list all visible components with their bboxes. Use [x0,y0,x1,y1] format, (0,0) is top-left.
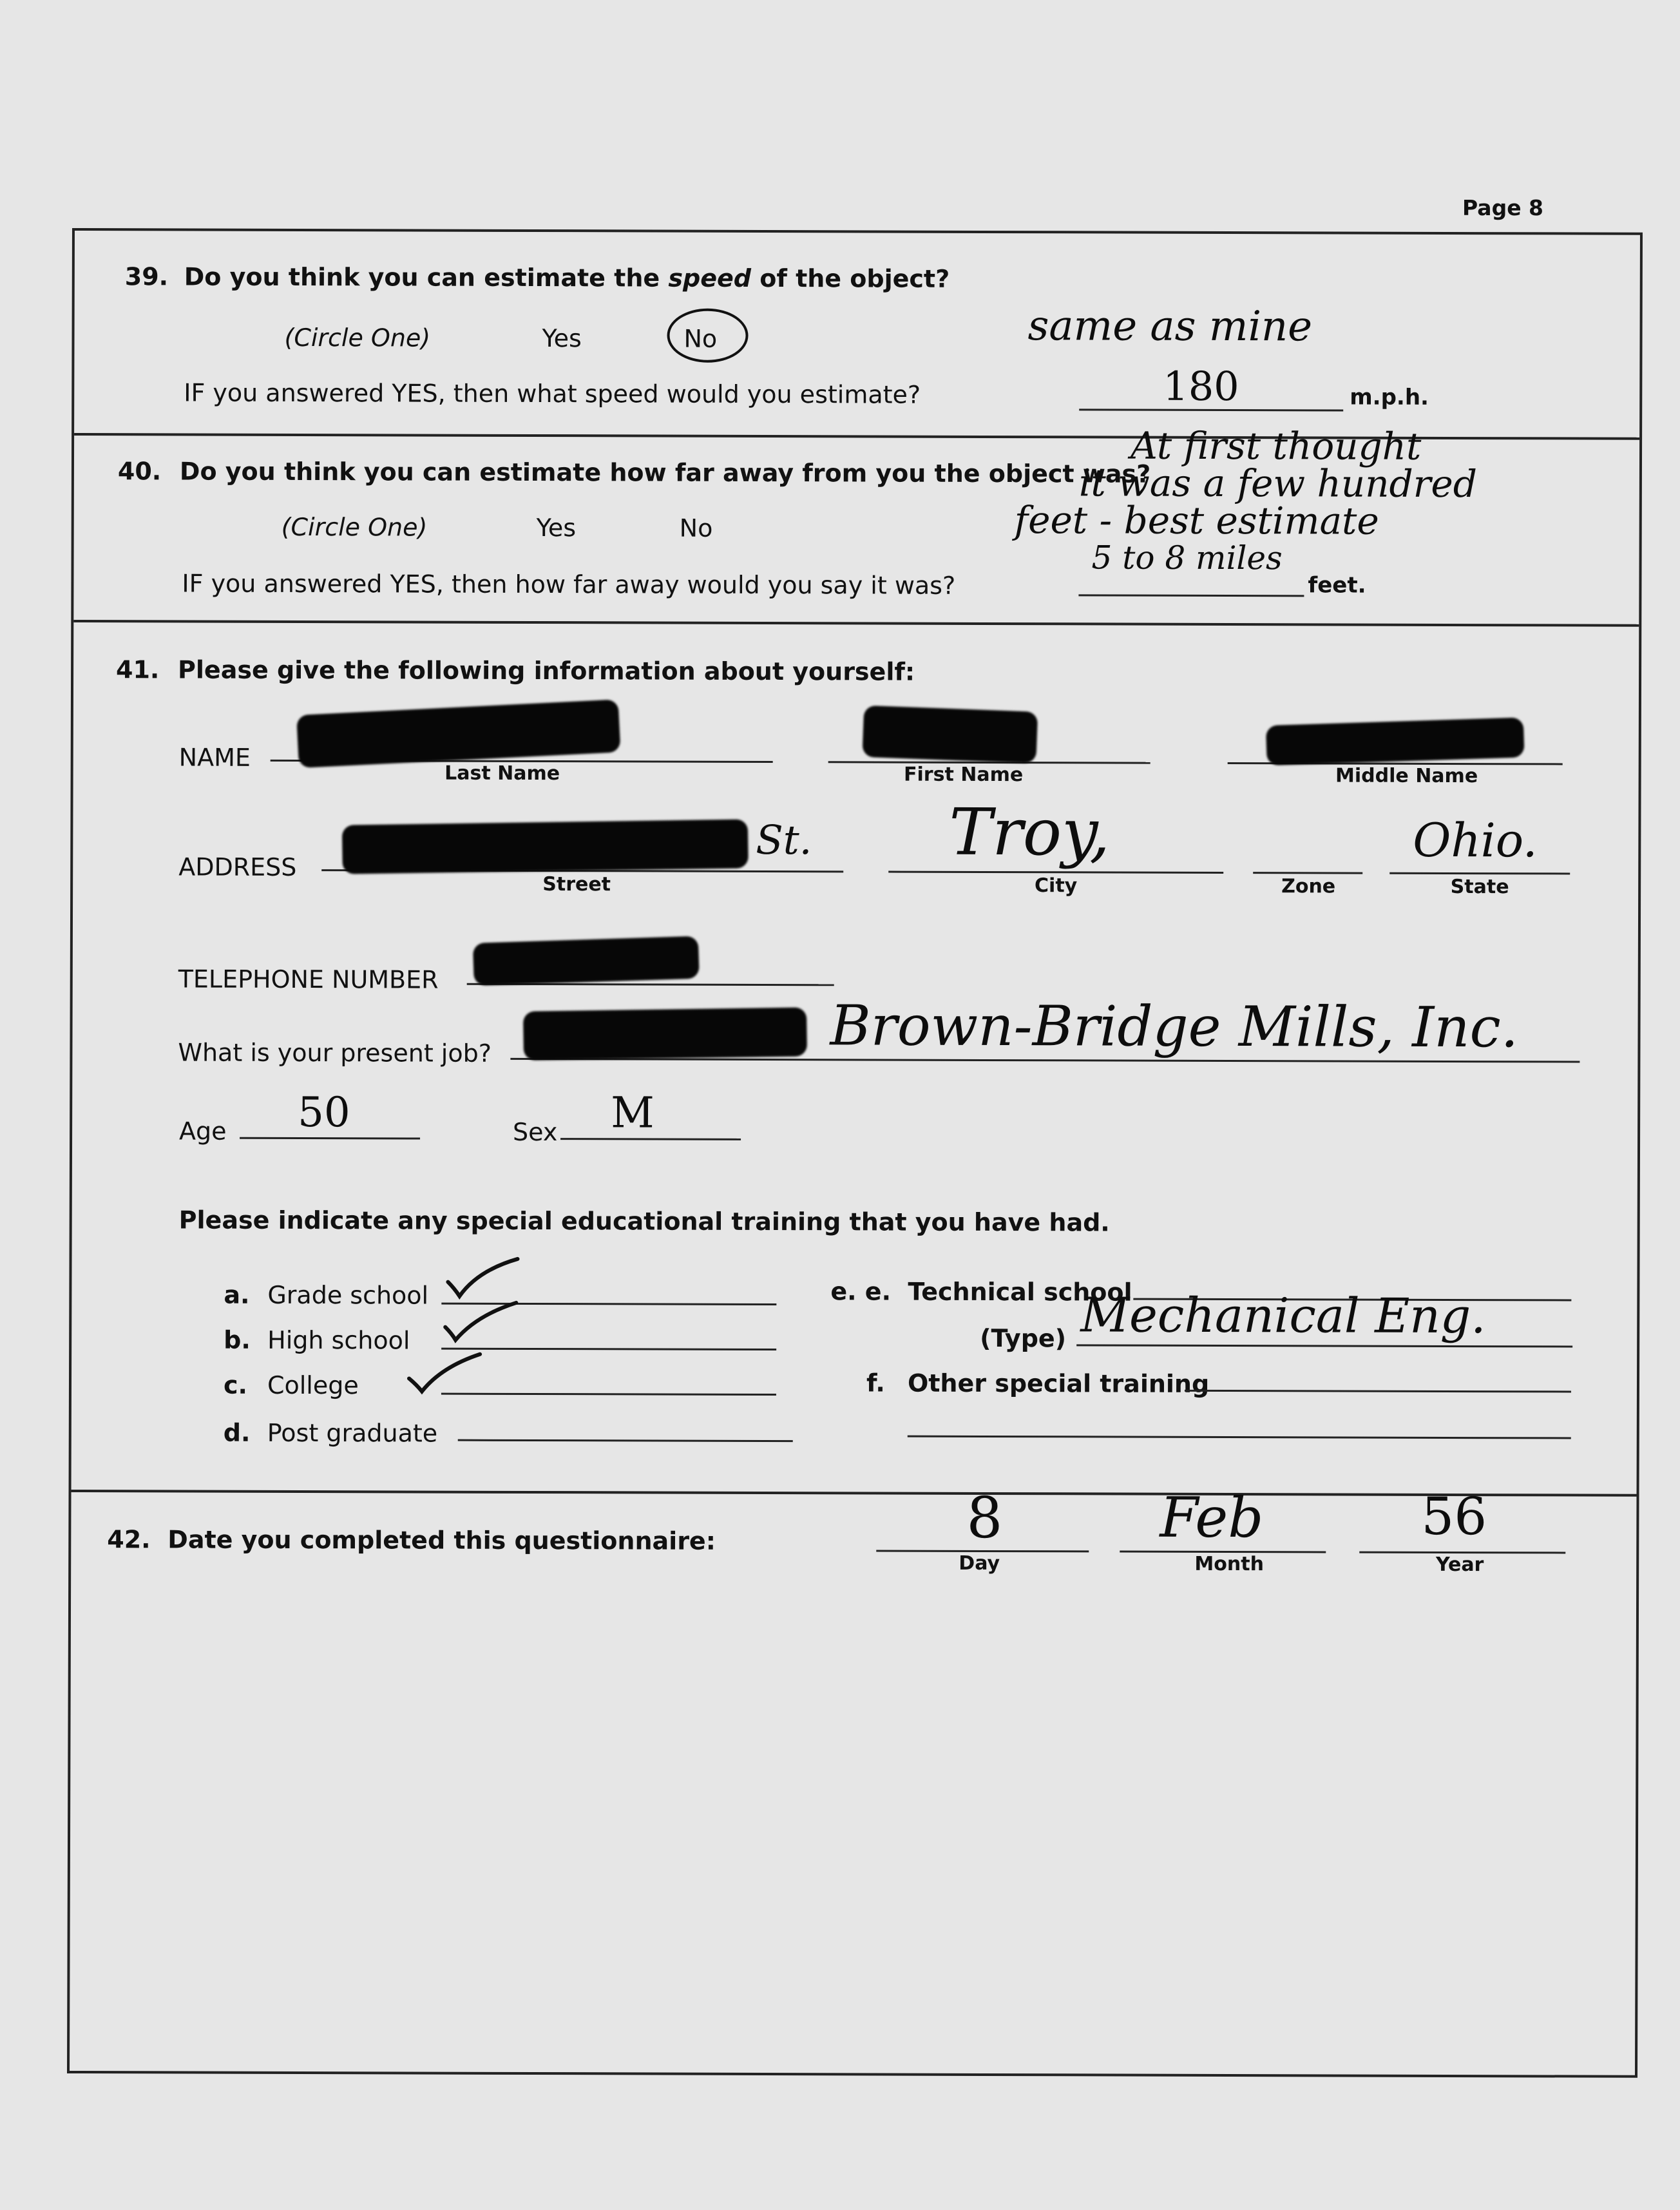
address-label: ADDRESS [178,852,297,881]
q40-circle-prompt: (Circle One) [281,512,428,542]
day-value: 8 [966,1484,1003,1552]
q40-question: Do you think you can estimate how far away from you the object was? [179,457,1151,488]
first-name-caption: First Name [903,763,1024,787]
month-value: Feb [1160,1485,1264,1551]
year-caption: Year [1435,1553,1484,1577]
type-value: Mechanical Eng. [1080,1287,1486,1345]
q39-no-option[interactable]: No [683,324,718,353]
last-name-redaction [296,699,620,768]
q39-question [184,264,950,291]
q39-followup: IF you answered YES, then what speed would you estimate? [184,378,921,409]
page-number: Page 8 [1462,195,1544,220]
state-value: Ohio. [1413,812,1538,868]
q40-distance-line [1078,594,1304,597]
technical-label: Technical school [908,1277,1132,1307]
sex-value: M [611,1088,654,1138]
other-line [1185,1390,1571,1393]
q41-number: 41. [116,655,160,684]
education-d-label: Post graduate [267,1418,438,1448]
divider-40-41 [73,620,1639,627]
form-frame [67,228,1643,2078]
technical-letter: e. e. [830,1277,892,1306]
q40-handwritten-line-4: 5 to 8 miles [1091,539,1283,577]
q39-unit: m.p.h. [1350,384,1429,410]
q39-number: 39. [124,262,169,291]
q40-unit: feet. [1308,572,1366,599]
state-line [1389,872,1570,875]
other-letter: f. [866,1369,885,1398]
q39-circle-prompt: (Circle One) [284,323,431,352]
type-line [1076,1344,1572,1347]
q39-question-pre: Do you think you can estimate the [184,262,669,293]
sex-label: Sex [513,1117,558,1147]
day-caption: Day [959,1552,1000,1575]
other-line-2 [908,1436,1571,1439]
last-name-caption: Last Name [444,762,560,785]
education-c-letter: c. [223,1370,248,1399]
q40-handwritten-line-2: it was a few hundred [1078,461,1477,506]
education-b-checkmark [443,1299,520,1344]
education-a-checkmark [445,1256,522,1302]
middle-name-redaction [1266,717,1525,765]
q40-no-option[interactable]: No [679,514,713,543]
q41-intro: Please give the following information about yourself: [178,655,915,686]
month-caption: Month [1194,1552,1265,1576]
telephone-label: TELEPHONE NUMBER [178,965,439,994]
education-c-checkmark [406,1351,484,1396]
sex-line [560,1138,741,1140]
first-name-redaction [862,706,1038,764]
education-b-letter: b. [224,1325,251,1354]
zone-caption: Zone [1281,875,1336,898]
age-line [240,1137,420,1140]
q39-no-circle [667,309,748,363]
job-redaction [523,1007,807,1060]
zone-line [1253,872,1362,874]
telephone-redaction [473,936,700,986]
q40-handwritten-line-3: feet - best estimate [1014,498,1379,543]
type-label: (Type) [980,1323,1067,1353]
other-label: Other special training [907,1369,1210,1398]
middle-name-caption: Middle Name [1335,764,1478,788]
education-b-label: High school [267,1325,410,1355]
education-a-label: Grade school [267,1280,429,1310]
q39-question-post: of the object? [750,264,950,293]
job-label: What is your present job? [178,1038,492,1068]
street-redaction [342,819,749,874]
city-caption: City [1034,874,1078,898]
education-c-line [441,1393,776,1396]
divider-41-42 [72,1490,1637,1497]
education-c-label: College [267,1370,359,1400]
education-prompt: Please indicate any special educational training that you have had. [178,1206,1110,1237]
education-d-letter: d. [223,1418,251,1447]
q42-number: 42. [107,1525,151,1554]
name-label: NAME [178,743,251,772]
city-line [888,871,1223,874]
q39-handwritten-note: same as mine [1027,302,1313,351]
education-d-line [458,1439,793,1442]
q39-question-em: speed [668,264,752,293]
job-value: Brown-Bridge Mills, Inc. [830,994,1519,1061]
age-value: 50 [298,1088,350,1137]
q40-handwritten-line-1: At first thought [1130,423,1422,468]
street-caption: Street [542,873,611,896]
state-caption: State [1450,875,1509,899]
city-value: Troy, [949,794,1111,870]
age-label: Age [179,1117,227,1146]
q39-yes-option[interactable]: Yes [542,324,582,353]
q39-speed-answer: 180 [1163,362,1239,410]
q40-yes-option[interactable]: Yes [536,514,577,543]
q40-followup: IF you answered YES, then how far away would you say it was? [182,569,956,600]
q40-number: 40. [117,457,162,486]
q42-question: Date you completed this questionnaire: [167,1525,716,1555]
street-suffix: St. [756,816,812,864]
year-value: 56 [1421,1486,1487,1547]
education-b-line [441,1348,776,1350]
education-a-letter: a. [224,1280,250,1309]
